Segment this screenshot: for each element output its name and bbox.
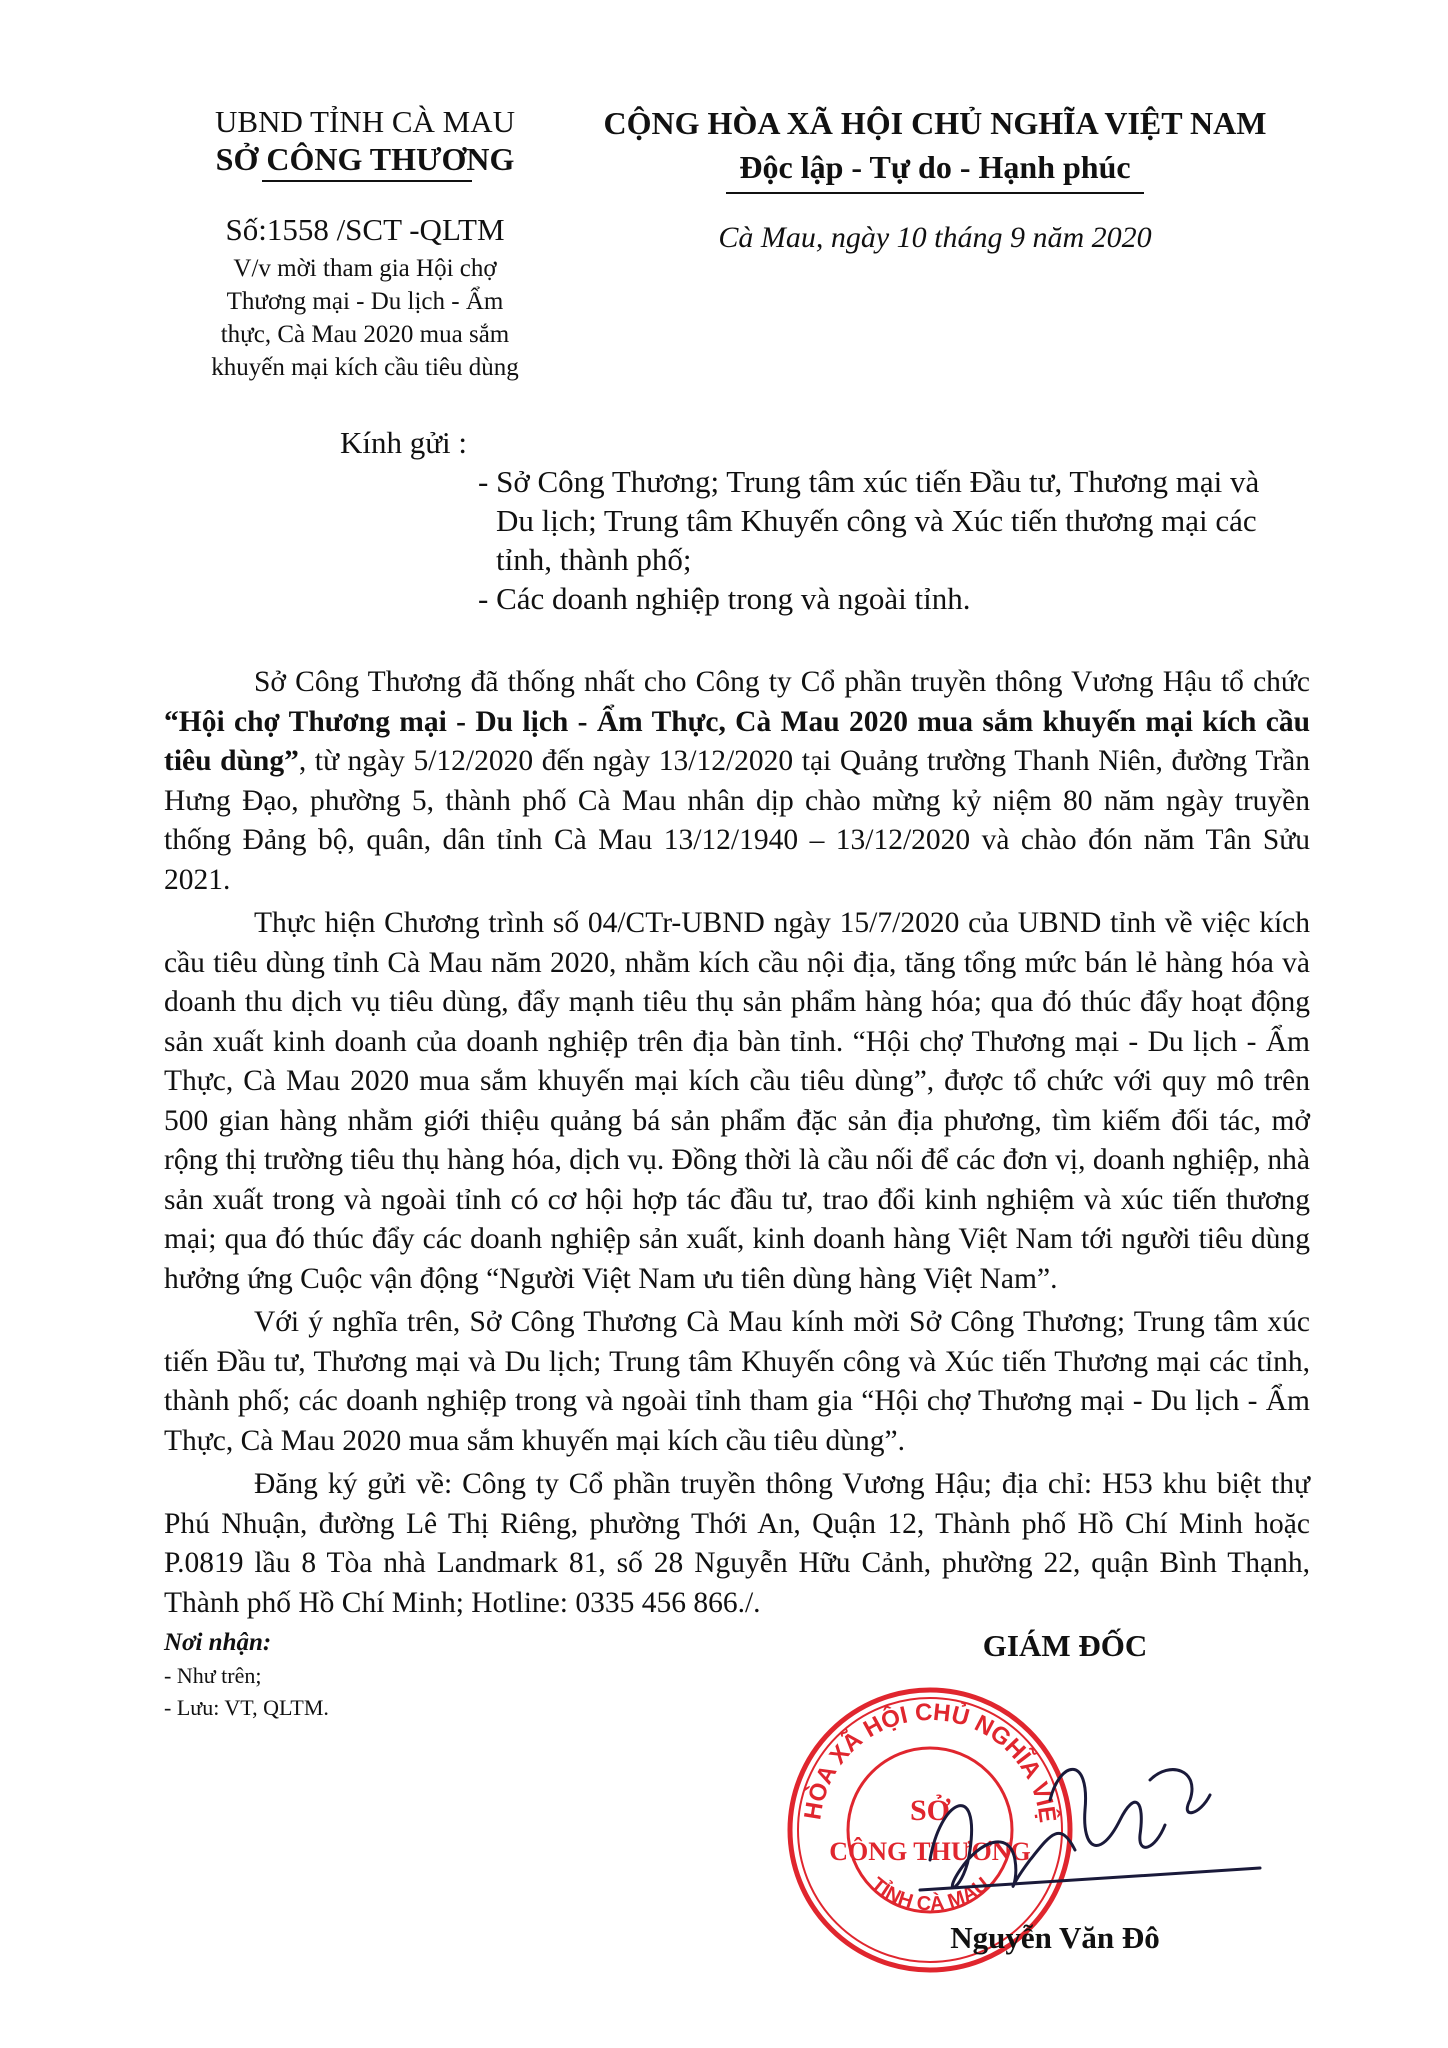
- signer-title: GIÁM ĐỐC: [982, 1628, 1148, 1663]
- document-number: Số:1558 /SCT -QLTM: [225, 212, 505, 247]
- subject-line: V/v mời tham gia Hội chợ: [233, 255, 497, 282]
- subject-line: Thương mại - Du lịch - Ẩm: [226, 288, 504, 315]
- distribution-list: [164, 1660, 329, 1724]
- motto-underline: [726, 192, 1144, 194]
- letter-body: [164, 663, 1310, 1627]
- issuing-authority: UBND TỈNH CÀ MAU: [215, 104, 515, 139]
- recipient-list: [478, 462, 1278, 618]
- distribution-item: - Lưu: VT, QLTM.: [164, 1695, 329, 1720]
- event-name: “Hội chợ Thương mại - Du lịch - Ẩm Thực, Cà Mau 2020 mua sắm khuyến mại kích cầu tiêu dùng”: [164, 705, 1310, 777]
- paragraph-4: Đăng ký gửi về: Công ty Cổ phần truyền thông Vương Hậu; địa chỉ: H53 khu biệt thự Phú Nhuận, đường Lê Thị Riêng, phường Thới An, Quận 12, Thành phố Hồ Chí Minh hoặc P.0819 lầu 8 Tòa nhà Landmark 81, số 28 Nguyễn Hữu Cảnh, phường 22, quận Bình Thạnh, Thành phố Hồ Chí Minh; Hotline: 0335 456 866./.: [164, 1468, 1310, 1619]
- national-motto: Độc lập - Tự do - Hạnh phúc: [739, 149, 1131, 185]
- paragraph-3: Với ý nghĩa trên, Sở Công Thương Cà Mau kính mời Sở Công Thương; Trung tâm xúc tiến Đầu tư, Thương mại và Du lịch; Trung tâm Khuyến công và Xúc tiến Thương mại các tỉnh, thành phố; các doanh nghiệp trong và ngoài tỉnh tham gia “Hội chợ Thương mại - Du lịch - Ẩm Thực, Cà Mau 2020 mua sắm khuyến mại kích cầu tiêu dùng”.: [164, 1306, 1310, 1457]
- distribution-title: Nơi nhận:: [164, 1629, 272, 1656]
- signer-name: Nguyễn Văn Đô: [950, 1920, 1160, 1955]
- department-underline: [262, 180, 472, 182]
- greeting: Kính gửi :: [340, 425, 468, 460]
- seal-center-bottom: CÔNG THƯƠNG: [829, 1837, 1031, 1866]
- distribution-item: - Như trên;: [164, 1663, 262, 1688]
- seal-ring-text: HÒA XÃ HỘI CHỦ NGHĨA VIỆ: [799, 1698, 1061, 1825]
- handwritten-signature: [900, 1740, 1280, 1930]
- subject-line: khuyến mại kích cầu tiêu dùng: [211, 354, 519, 381]
- paragraph-1-intro: Sở Công Thương đã thống nhất cho Công ty Cổ phần truyền thông Vương Hậu tổ chức: [254, 666, 1310, 698]
- recipient-item: - Sở Công Thương; Trung tâm xúc tiến Đầu tư, Thương mại và Du lịch; Trung tâm Khuyến công và Xúc tiến thương mại các tỉnh, thành phố;: [478, 464, 1260, 577]
- national-title: CỘNG HÒA XÃ HỘI CHỦ NGHĨA VIỆT NAM: [603, 105, 1267, 141]
- signature-icon: [900, 1740, 1280, 1930]
- subject-line: thực, Cà Mau 2020 mua sắm: [220, 321, 510, 348]
- issue-date: Cà Mau, ngày 10 tháng 9 năm 2020: [718, 221, 1152, 254]
- issuing-department: SỞ CÔNG THƯƠNG: [215, 141, 515, 177]
- recipient-item: - Các doanh nghiệp trong và ngoài tỉnh.: [478, 581, 971, 616]
- document-subject: [170, 252, 560, 384]
- seal-center-top: SỞ: [909, 1794, 951, 1827]
- paragraph-2: Thực hiện Chương trình số 04/CTr-UBND ngày 15/7/2020 của UBND tỉnh về việc kích cầu tiêu dùng tỉnh Cà Mau năm 2020, nhằm kích cầu nội địa, tăng tổng mức bán lẻ hàng hóa và doanh thu dịch vụ tiêu dùng, đẩy mạnh tiêu thụ sản phẩm hàng hóa; qua đó thúc đẩy hoạt động sản xuất kinh doanh của doanh nghiệp trên địa bàn tỉnh. “Hội chợ Thương mại - Du lịch - Ẩm Thực, Cà Mau 2020 mua sắm khuyến mại kích cầu tiêu dùng”, được tổ chức với quy mô trên 500 gian hàng nhằm giới thiệu quảng bá sản phẩm đặc sản địa phương, tìm kiếm đối tác, mở rộng thị trường tiêu thụ hàng hóa, dịch vụ. Đồng thời là cầu nối để các đơn vị, doanh nghiệp, nhà sản xuất trong và ngoài tỉnh có cơ hội hợp tác đầu tư, trao đổi kinh nghiệm và xúc tiến thương mại; qua đó thúc đẩy các doanh nghiệp sản xuất, kinh doanh hàng Việt Nam tới người tiêu dùng hưởng ứng Cuộc vận động “Người Việt Nam ưu tiên dùng hàng Việt Nam”.: [164, 907, 1310, 1295]
- paragraph-1: [164, 663, 1310, 900]
- paragraph-1-rest: , từ ngày 5/12/2020 đến ngày 13/12/2020 tại Quảng trường Thanh Niên, đường Trần Hưng Đạo, phường 5, thành phố Cà Mau nhân dịp chào mừng kỷ niệm 80 năm ngày truyền thống Đảng bộ, quân, dân tỉnh Cà Mau 13/12/1940 – 13/12/2020 và chào đón năm Tân Sửu 2021.: [164, 745, 1310, 896]
- seal-bottom-text: TỈNH CÀ MAU: [866, 1873, 994, 1916]
